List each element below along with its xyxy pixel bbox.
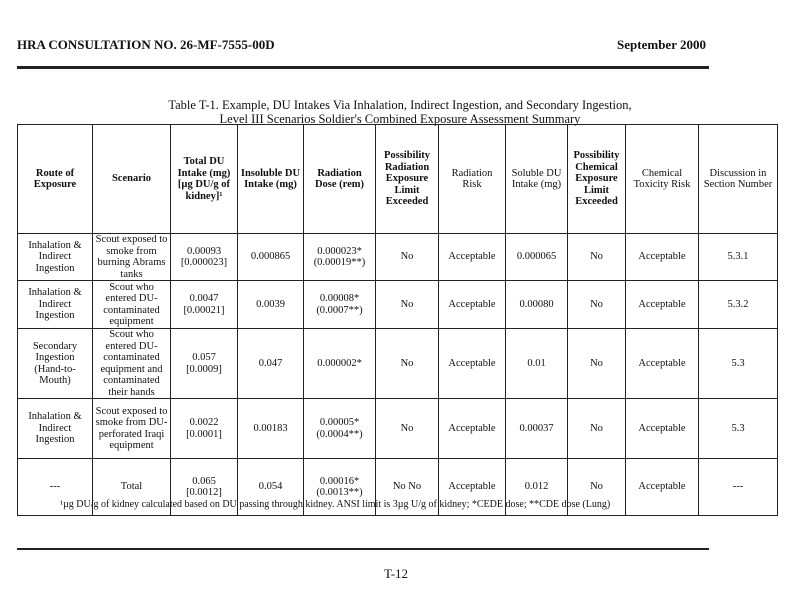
table-cell: Inhalation & Indirect Ingestion: [18, 399, 93, 459]
header-rule: [17, 66, 709, 69]
table-cell: 0.054: [238, 459, 304, 516]
table-cell: Acceptable: [439, 399, 506, 459]
table-cell: 5.3: [699, 329, 778, 399]
table-cell: Inhalation & Indirect Ingestion: [18, 234, 93, 281]
table-cell: Total: [93, 459, 171, 516]
table-cell: 5.3.1: [699, 234, 778, 281]
table-cell: 0.000023* (0.00019**): [304, 234, 376, 281]
column-header: Radiation Dose (rem): [304, 125, 376, 234]
table-cell: 0.0047 [0.00021]: [171, 281, 238, 329]
table-cell: Acceptable: [439, 459, 506, 516]
table-cell: 5.3: [699, 399, 778, 459]
table-cell: 0.00080: [506, 281, 568, 329]
table-cell: 0.00008* (0.0007**): [304, 281, 376, 329]
column-header: Chemical Toxicity Risk: [626, 125, 699, 234]
table-cell: Acceptable: [439, 281, 506, 329]
table-cell: No: [376, 399, 439, 459]
column-header: Radiation Risk: [439, 125, 506, 234]
footnote: ¹µg DU/g of kidney calculated based on DU passing through kidney. ANSI limit is 3µg U/g of kidney; *CEDE dose; **CDE dose (Lung): [60, 499, 611, 510]
table-cell: 0.00093 [0.000023]: [171, 234, 238, 281]
table-cell: Acceptable: [439, 234, 506, 281]
table-cell: ---: [18, 459, 93, 516]
table-cell: Scout exposed to smoke from DU-perforated Iraqi equipment: [93, 399, 171, 459]
table-cell: 0.047: [238, 329, 304, 399]
document-date: September 2000: [617, 37, 706, 52]
table-cell: 0.000865: [238, 234, 304, 281]
table-cell: 0.065 [0.0012]: [171, 459, 238, 516]
table-cell: Scout who entered DU-contaminated equipment and contaminated their hands: [93, 329, 171, 399]
table-cell: Scout exposed to smoke from burning Abrams tanks: [93, 234, 171, 281]
table-cell: No: [376, 234, 439, 281]
column-header: Possibility Chemical Exposure Limit Exceeded: [568, 125, 626, 234]
table-cell: No: [568, 459, 626, 516]
table-cell: 0.0022 [0.0001]: [171, 399, 238, 459]
table-row: [18, 234, 778, 281]
table-cell: Inhalation & Indirect Ingestion: [18, 281, 93, 329]
column-header: Discussion in Section Number: [699, 125, 778, 234]
column-header: Soluble DU Intake (mg): [506, 125, 568, 234]
table-row: [18, 399, 778, 459]
caption-line-1: Table T-1. Example, DU Intakes Via Inhalation, Indirect Ingestion, and Secondary Ingestion,: [168, 98, 632, 112]
table-cell: 0.00005* (0.0004**): [304, 399, 376, 459]
table-cell: No: [376, 329, 439, 399]
table-cell: No: [568, 234, 626, 281]
table-cell: Acceptable: [626, 234, 699, 281]
column-header: Total DU Intake (mg) [µg DU/g of kidney]¹: [171, 125, 238, 234]
table-cell: 5.3.2: [699, 281, 778, 329]
table-cell: Acceptable: [626, 399, 699, 459]
page-number: T-12: [383, 566, 409, 581]
table-cell: No No: [376, 459, 439, 516]
table-cell: 0.00183: [238, 399, 304, 459]
table-cell: 0.000065: [506, 234, 568, 281]
column-header: Route of Exposure: [18, 125, 93, 234]
table-cell: No: [376, 281, 439, 329]
exposure-summary-table: [17, 124, 778, 516]
table-cell: No: [568, 329, 626, 399]
table-cell: 0.057 [0.0009]: [171, 329, 238, 399]
table-cell: Acceptable: [626, 329, 699, 399]
table-row: [18, 329, 778, 399]
table-cell: No: [568, 281, 626, 329]
table-row: [18, 281, 778, 329]
table-cell: Scout who entered DU-contaminated equipment: [93, 281, 171, 329]
table-cell: 0.000002*: [304, 329, 376, 399]
table-cell: 0.00037: [506, 399, 568, 459]
table-cell: No: [568, 399, 626, 459]
table-cell: Acceptable: [626, 281, 699, 329]
table-cell: 0.00016* (0.0013**): [304, 459, 376, 516]
table-caption: [100, 98, 700, 126]
table-cell: 0.01: [506, 329, 568, 399]
footer-rule: [17, 548, 709, 550]
column-header: Scenario: [93, 125, 171, 234]
table-cell: Acceptable: [439, 329, 506, 399]
column-header: Possibility Radiation Exposure Limit Exceeded: [376, 125, 439, 234]
column-header: Insoluble DU Intake (mg): [238, 125, 304, 234]
table-cell: 0.012: [506, 459, 568, 516]
table-cell: 0.0039: [238, 281, 304, 329]
caption-line-2: Level III Scenarios Soldier's Combined Exposure Assessment Summary: [219, 112, 581, 126]
table-cell: ---: [699, 459, 778, 516]
consultation-number: HRA CONSULTATION NO. 26-MF-7555-00D: [17, 37, 275, 52]
table-cell: Secondary Ingestion (Hand-to-Mouth): [18, 329, 93, 399]
table-cell: Acceptable: [626, 459, 699, 516]
